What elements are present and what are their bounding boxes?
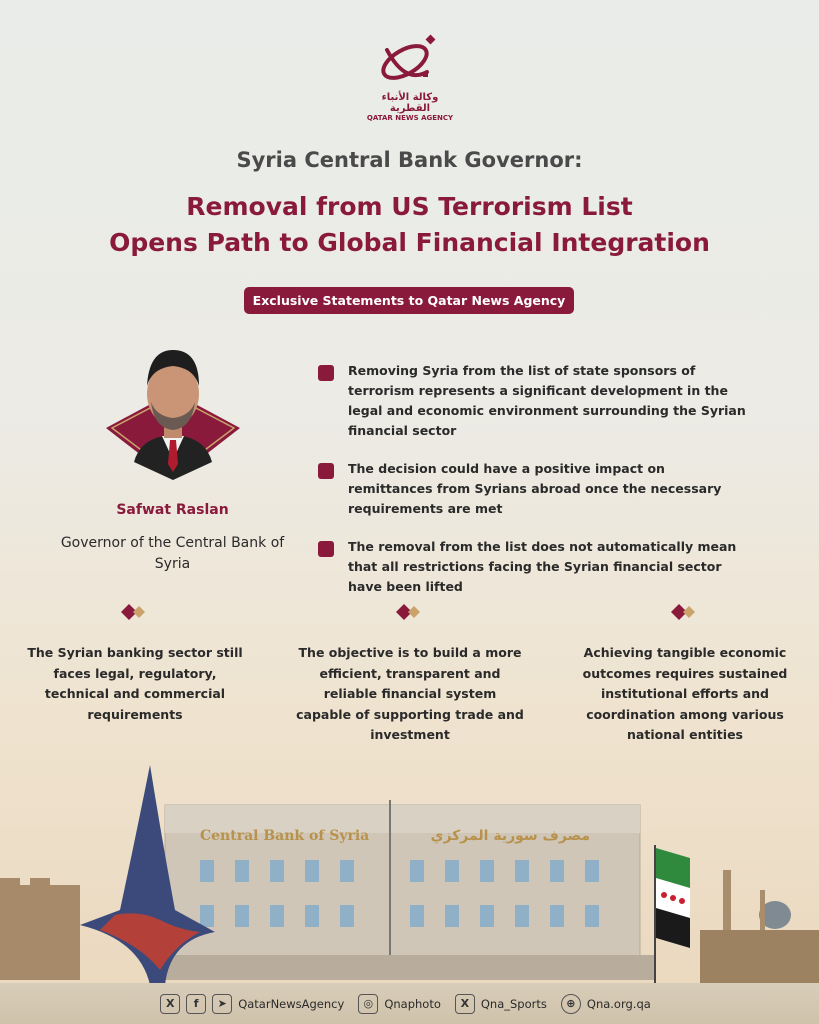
point-column-3 [570, 603, 800, 746]
qna-logo-icon [375, 32, 445, 86]
x-icon[interactable]: X [455, 994, 475, 1014]
portrait [104, 340, 242, 480]
logo-arabic-text: وكالة الأنباء القطرية [381, 92, 439, 114]
footer-handle-1[interactable]: QatarNewsAgency [238, 996, 345, 1011]
point-text: Achieving tangible economic outcomes requires sustained institutional efforts and coordination among various national entities [582, 645, 788, 742]
statement-text: The removal from the list does not automatically mean that all restrictions facing the Syrian financial sector have been lifted [348, 539, 737, 594]
bullet-square-icon [318, 541, 334, 557]
person-title: Governor of the Central Bank of Syria [60, 535, 285, 572]
central-bank-scene [0, 760, 819, 995]
statement-text: The decision could have a positive impact on remittances from Syrians abroad once the necessary requirements are met [348, 461, 722, 516]
statement-text: Removing Syria from the list of state sponsors of terrorism represents a significant development in the legal and economic environment surrounding the Syrian financial sector [348, 363, 746, 438]
social-footer [0, 983, 819, 1024]
point-text: The objective is to build a more efficient, transparent and reliable financial system capable of supporting trade and investment [296, 645, 524, 742]
diamond-icon [670, 603, 700, 621]
qna-logo [360, 32, 460, 122]
globe-icon[interactable]: ⊕ [561, 994, 581, 1014]
x-icon[interactable]: X [160, 994, 180, 1014]
footer-handle-3[interactable]: Qna_Sports [480, 996, 547, 1011]
building-sign-arabic: مصرف سورية المركزي [430, 828, 590, 844]
facebook-icon[interactable]: f [186, 994, 206, 1014]
instagram-icon[interactable]: ◎ [358, 994, 378, 1014]
point-text: The Syrian banking sector still faces legal, regulatory, technical and commercial requirements [27, 645, 243, 722]
diamond-icon [120, 603, 150, 621]
footer-website[interactable]: Qna.org.qa [586, 996, 651, 1011]
footer-handle-2[interactable]: Qnaphoto [384, 996, 441, 1011]
bullet-square-icon [318, 365, 334, 381]
point-column-2 [295, 603, 525, 746]
kicker-title: Syria Central Bank Governor: [236, 148, 583, 172]
person-name: Safwat Raslan [116, 502, 229, 518]
statement-item [318, 361, 748, 441]
bullet-square-icon [318, 463, 334, 479]
exclusive-badge: Exclusive Statements to Qatar News Agency [244, 287, 574, 314]
headline-line-1: Removal from US Terrorism List [186, 192, 633, 221]
headline-line-2: Opens Path to Global Financial Integration [109, 228, 710, 257]
telegram-icon[interactable]: ➤ [212, 994, 232, 1014]
statement-list [318, 361, 748, 615]
statement-item [318, 459, 748, 519]
diamond-icon [395, 603, 425, 621]
building-sign-english: Central Bank of Syria [200, 828, 370, 844]
statement-item [318, 537, 748, 597]
point-column-1 [20, 603, 250, 725]
logo-english-text: QATAR NEWS AGENCY [366, 114, 454, 122]
